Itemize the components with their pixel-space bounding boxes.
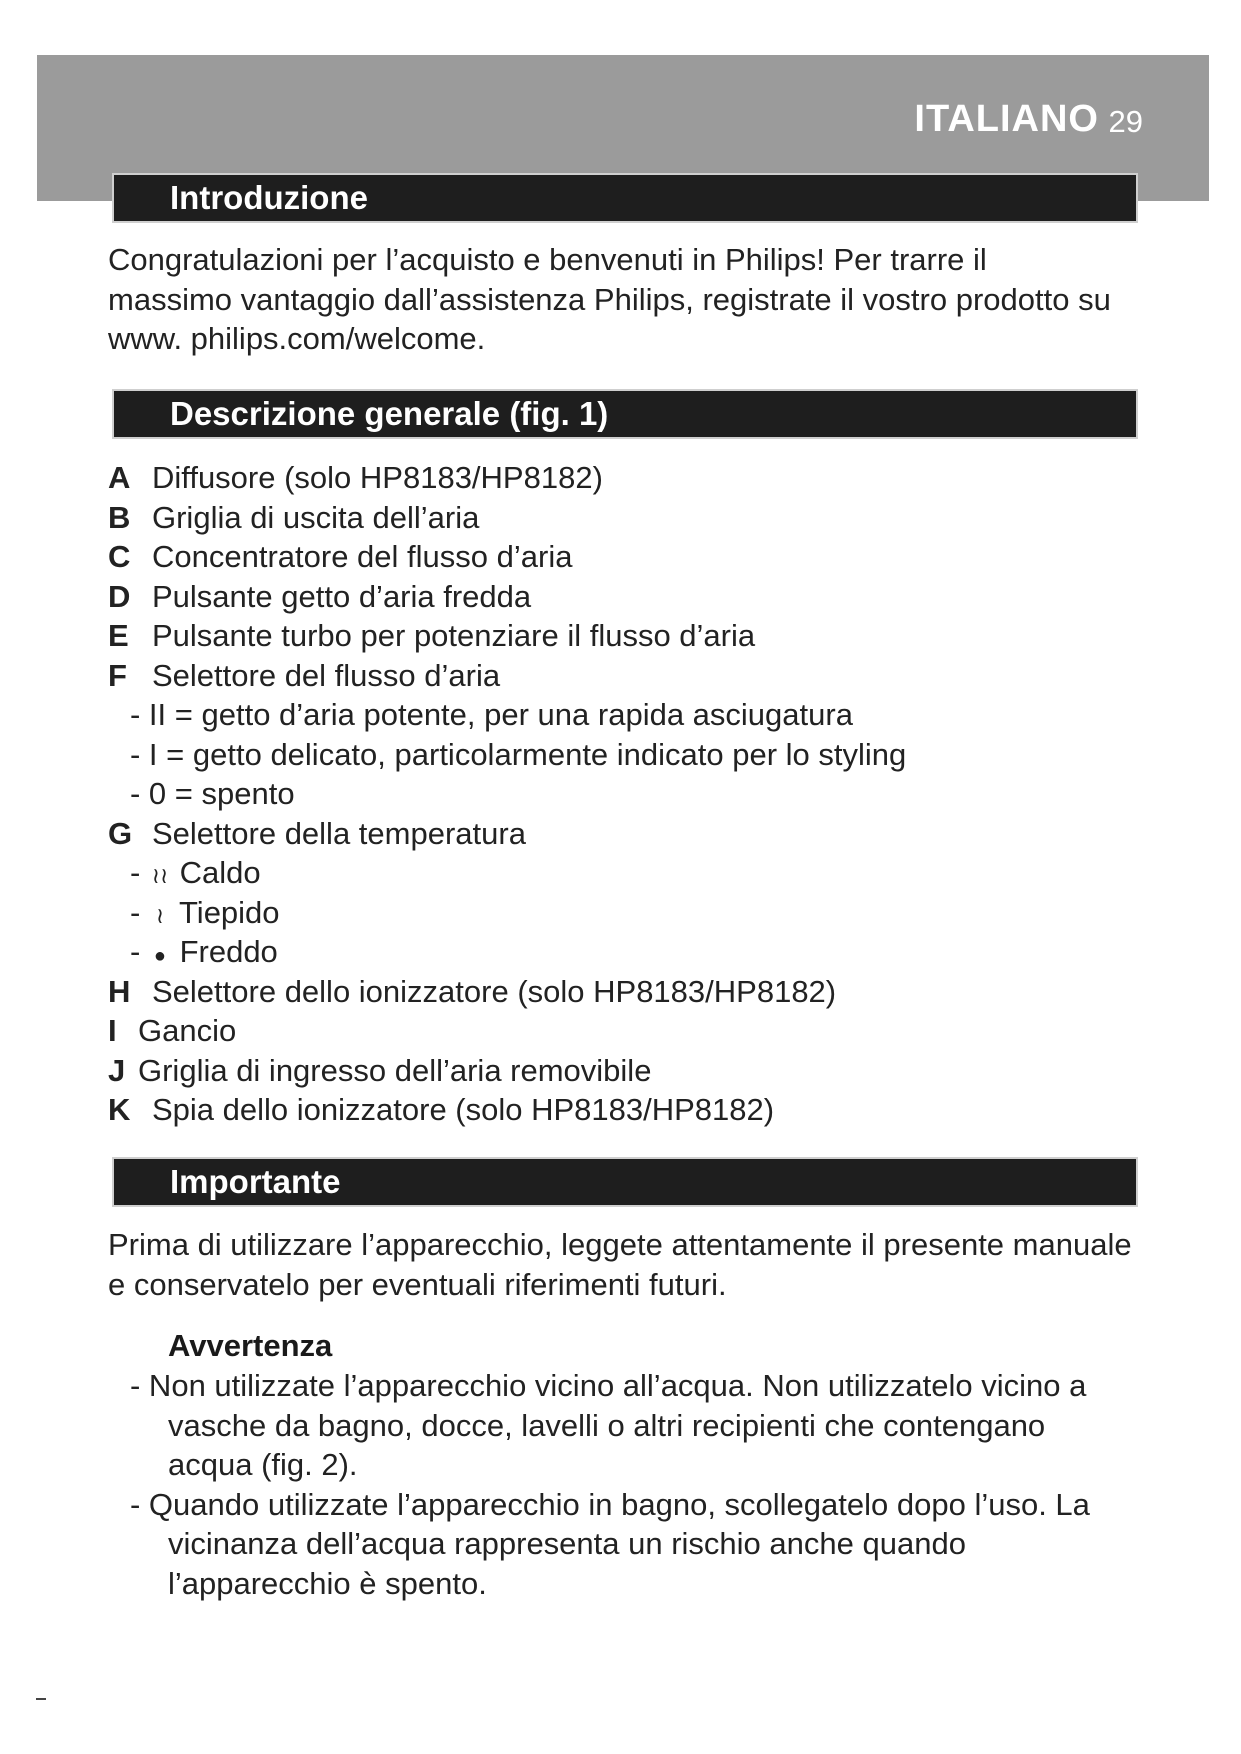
section-heading-overview: Descrizione generale (fig. 1) — [112, 389, 1138, 439]
heat-high-icon: ≀≀ — [151, 863, 169, 888]
warning-item: - Quando utilizzate l’apparecchio in bagno, scollegatelo dopo l’uso. La vicinanza dell’acqua rappresenta un rischio anche quando l’apparecchio è spento. — [130, 1486, 1090, 1601]
parts-list — [108, 458, 906, 1130]
list-item: I Gancio — [108, 1013, 237, 1048]
list-item: C Concentratore del flusso d’aria — [108, 539, 573, 574]
section-heading-important: Importante — [112, 1157, 1138, 1207]
list-item: E Pulsante turbo per potenziare il flusso d’aria — [108, 618, 756, 653]
cold-dot-icon: ● — [153, 945, 166, 967]
temperature-setting-warm: - ≀ Tiepido — [108, 893, 906, 933]
list-item: A Diffusore (solo HP8183/HP8182) — [108, 460, 603, 495]
important-paragraph: Prima di utilizzare l’apparecchio, leggete attentamente il presente manuale e conservatelo per eventuali riferimenti futuri. — [108, 1227, 1132, 1302]
language-title: ITALIANO — [914, 98, 1099, 140]
list-item: G Selettore della temperatura — [108, 815, 526, 851]
list-item: D Pulsante getto d’aria fredda — [108, 578, 532, 614]
warning-item: - Non utilizzate l’apparecchio vicino all’acqua. Non utilizzatelo vicino a vasche da bagno, docce, lavelli o altri recipienti che contengano acqua (fig. 2). — [130, 1368, 1087, 1482]
section-heading-intro: Introduzione — [112, 173, 1138, 223]
airflow-setting: - 0 = spento — [130, 776, 295, 811]
airflow-setting: - I = getto delicato, particolarmente indicato per lo styling — [130, 736, 907, 772]
warning-list — [130, 1366, 1130, 1603]
list-item: H Selettore dello ionizzatore (solo HP8183/HP8182) — [108, 973, 837, 1009]
list-item: K Spia dello ionizzatore (solo HP8183/HP8182) — [108, 1092, 775, 1127]
warning-heading: Avvertenza — [168, 1328, 333, 1363]
temperature-setting-cold: - ● Freddo — [108, 932, 906, 972]
footer-mark — [36, 1698, 46, 1700]
airflow-setting: - II = getto d’aria potente, per una rapida asciugatura — [130, 697, 853, 732]
list-item: B Griglia di uscita dell’aria — [108, 499, 480, 535]
heat-low-icon: ≀ — [155, 902, 165, 928]
page-number: 29 — [1108, 104, 1143, 139]
temperature-setting-hot: - ≀≀ Caldo — [108, 853, 906, 893]
list-item: F Selettore del flusso d’aria — [108, 657, 501, 693]
list-item: J Griglia di ingresso dell’aria removibile — [108, 1052, 652, 1088]
intro-paragraph: Congratulazioni per l’acquisto e benvenuti in Philips! Per trarre il massimo vantaggio dall’assistenza Philips, registrate il vostro prodotto su www. philips.com/welcome. — [108, 242, 1111, 356]
